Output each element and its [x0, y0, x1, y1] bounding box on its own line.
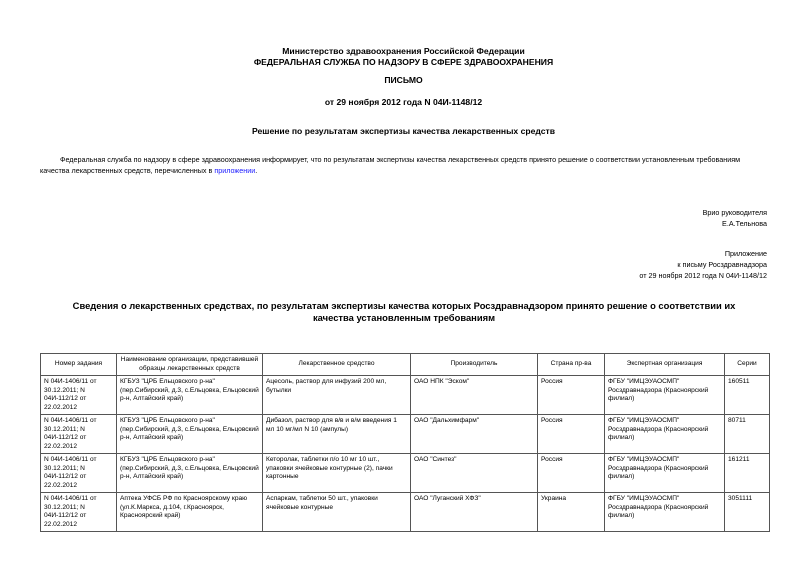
table-row — [41, 415, 770, 454]
cell-number: N 04И-1406/11 от 30.12.2011; N 04И-112/12 от 22.02.2012 — [41, 376, 117, 415]
cell-drug: Ацесоль, раствор для инфузий 200 мл, бутылки — [263, 376, 411, 415]
signature-title: Врио руководителя — [702, 208, 767, 217]
document-type: ПИСЬМО — [384, 75, 423, 85]
document-date-number: от 29 ноября 2012 года N 04И-1148/12 — [324, 97, 483, 107]
cell-series: 3051111 — [725, 493, 770, 532]
cell-series: 160511 — [725, 376, 770, 415]
service-name: ФЕДЕРАЛЬНАЯ СЛУЖБА ПО НАДЗОРУ В СФЕРЕ ЗДРАВООХРАНЕНИЯ — [253, 57, 554, 67]
cell-manufacturer: ОАО "Дальхимфарм" — [411, 415, 538, 454]
document-subject: Решение по результатам экспертизы качества лекарственных средств — [251, 126, 556, 136]
cell-number: N 04И-1406/11 от 30.12.2011; N 04И-112/12 от 22.02.2012 — [41, 415, 117, 454]
cell-number: N 04И-1406/11 от 30.12.2011; N 04И-112/12 от 22.02.2012 — [41, 454, 117, 493]
cell-organization: Аптека УФСБ РФ по Красноярскому краю (ул.К.Маркса, д.104, г.Красноярск, Красноярский край) — [117, 493, 263, 532]
cell-organization: КГБУЗ "ЦРБ Ельцовского р-на" (пер.Сибирский, д.3, с.Ельцовка, Ельцовский р-н, Алтайский край) — [117, 376, 263, 415]
column-header: Экспертная организация — [605, 354, 725, 376]
cell-series: 80711 — [725, 415, 770, 454]
cell-organization: КГБУЗ "ЦРБ Ельцовского р-на" (пер.Сибирский, д.3, с.Ельцовка, Ельцовский р-н, Алтайский край) — [117, 454, 263, 493]
drugs-table — [40, 353, 770, 532]
table-title: Сведения о лекарственных средствах, по результатам экспертизы качества которых Росздравнадзором принято решение о соответствии их качества установленным требованиям — [72, 300, 736, 323]
column-header: Серии — [725, 354, 770, 376]
column-header: Страна пр-ва — [538, 354, 605, 376]
signature-block — [703, 207, 767, 229]
body-text-start: Федеральная служба по надзору в сфере здравоохранения информирует, что по результатам экспертизы качества лекарственных средств принято решение о соответствии установленным требованиям качества лекарственных средств, перечисленных в — [40, 155, 741, 175]
ministry-name: Министерство здравоохранения Российской Федерации — [282, 46, 525, 56]
body-paragraph — [40, 154, 768, 176]
cell-country: Россия — [538, 454, 605, 493]
table-header-row — [41, 354, 770, 376]
column-header: Наименование организации, представившей образцы лекарственных средств — [117, 354, 263, 376]
cell-country: Россия — [538, 376, 605, 415]
column-header: Производитель — [411, 354, 538, 376]
appendix-header — [639, 248, 767, 281]
column-header: Номер задания — [41, 354, 117, 376]
table-row — [41, 376, 770, 415]
cell-manufacturer: ОАО "Луганский ХФЗ" — [411, 493, 538, 532]
cell-expert: ФГБУ "ИМЦЭУАОСМП" Росздравнадзора (Красноярский филиал) — [605, 415, 725, 454]
cell-number: N 04И-1406/11 от 30.12.2011; N 04И-112/12 от 22.02.2012 — [41, 493, 117, 532]
column-header: Лекарственное средство — [263, 354, 411, 376]
cell-series: 161211 — [725, 454, 770, 493]
cell-expert: ФГБУ "ИМЦЭУАОСМП" Росздравнадзора (Красноярский филиал) — [605, 493, 725, 532]
cell-expert: ФГБУ "ИМЦЭУАОСМП" Росздравнадзора (Красноярский филиал) — [605, 454, 725, 493]
appendix-line-2: к письму Росздравнадзора — [677, 260, 767, 269]
body-text-end: . — [255, 166, 258, 175]
table-row — [41, 493, 770, 532]
table-row — [41, 454, 770, 493]
cell-drug: Кеторолак, таблетки п/о 10 мг 10 шт., упаковки ячейковые контурные (2), пачки картонные — [263, 454, 411, 493]
appendix-line-3: от 29 ноября 2012 года N 04И-1148/12 — [639, 271, 767, 280]
appendix-line-1: Приложение — [724, 249, 767, 258]
appendix-link[interactable]: приложении — [214, 166, 256, 175]
cell-manufacturer: ОАО НПК "Эском" — [411, 376, 538, 415]
cell-country: Россия — [538, 415, 605, 454]
signature-name: Е.А.Тельнова — [722, 219, 767, 228]
cell-drug: Аспаркам, таблетки 50 шт., упаковки ячейковые контурные — [263, 493, 411, 532]
cell-manufacturer: ОАО "Синтез" — [411, 454, 538, 493]
cell-country: Украина — [538, 493, 605, 532]
cell-expert: ФГБУ "ИМЦЭУАОСМП" Росздравнадзора (Красноярский филиал) — [605, 376, 725, 415]
cell-organization: КГБУЗ "ЦРБ Ельцовского р-на" (пер.Сибирский, д.3, с.Ельцовка, Ельцовский р-н, Алтайский край) — [117, 415, 263, 454]
cell-drug: Дибазол, раствор для в/в и в/м введения 1 мл 10 мг/мл N 10 (ампулы) — [263, 415, 411, 454]
